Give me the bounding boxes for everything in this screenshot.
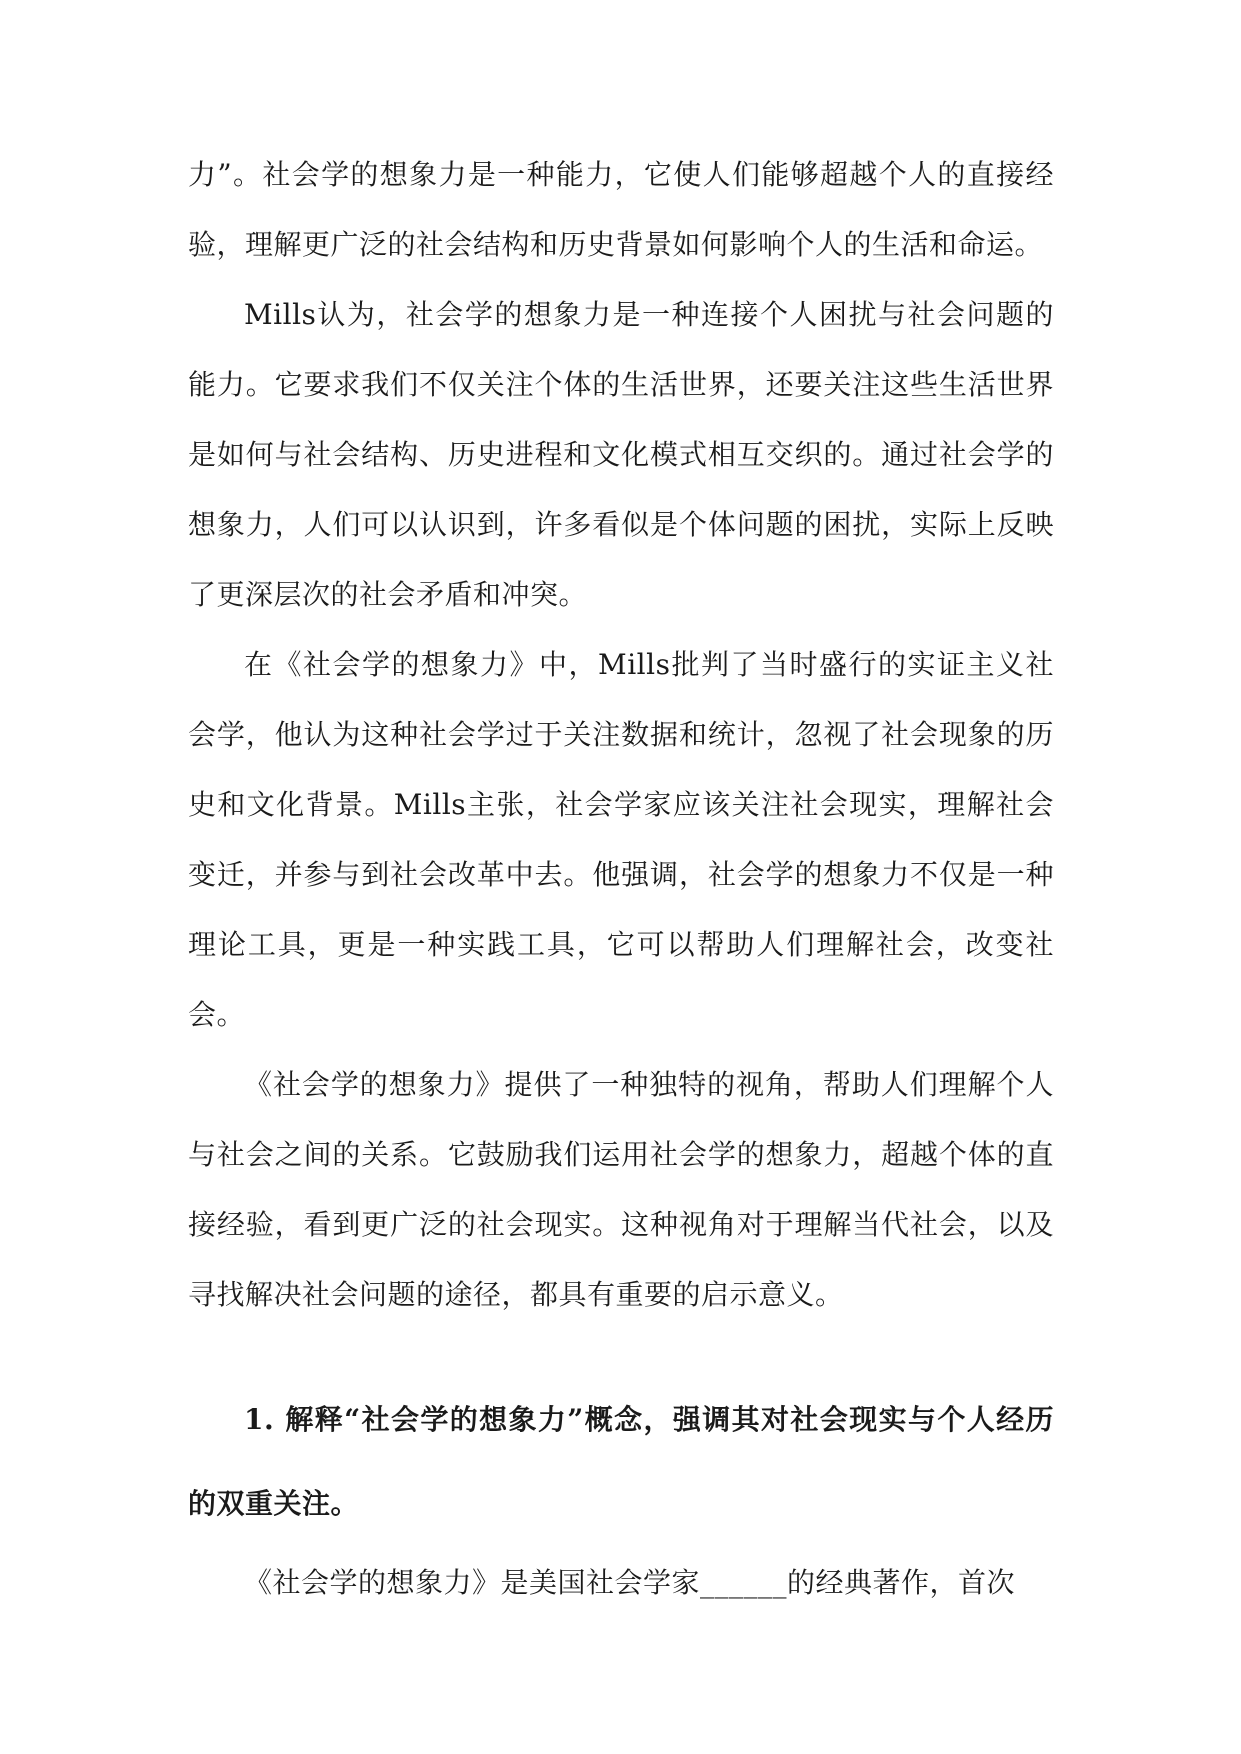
paragraph-conclusion: 《社会学的想象力》提供了一种独特的视角，帮助人们理解个人与社会之间的关系。它鼓励我们运用社会学的想象力，超越个体的直接经验，看到更广泛的社会现实。这种视角对于理解当代社会，以及寻找解决社会问题的途径，都具有重要的启示意义。 [188,1068,1054,1311]
document-body [188,140,1054,1330]
paragraph-mills-definition: Mills认为，社会学的想象力是一种连接个人困扰与社会问题的能力。它要求我们不仅关注个体的生活世界，还要关注这些生活世界是如何与社会结构、历史进程和文化模式相互交织的。通过社会学的想象力，人们可以认识到，许多看似是个体问题的困扰，实际上反映了更深层次的社会矛盾和冲突。 [188,298,1054,611]
paragraph-mills-critique: 在《社会学的想象力》中，Mills批判了当时盛行的实证主义社会学，他认为这种社会学过于关注数据和统计，忽视了社会现象的历史和文化背景。Mills主张，社会学家应该关注社会现实，理解社会变迁，并参与到社会改革中去。他强调，社会学的想象力不仅是一种理论工具，更是一种实践工具，它可以帮助人们理解社会，改变社会。 [188,648,1054,1031]
paragraph-continued: 力”。社会学的想象力是一种能力，它使人们能够超越个人的直接经验，理解更广泛的社会结构和历史背景如何影响个人的生活和命运。 [188,158,1054,261]
fill-in-question: 《社会学的想象力》是美国社会学家______的经典著作，首次 [244,1566,1016,1599]
section-heading: 1. 解释“社会学的想象力”概念，强调其对社会现实与个人经历的双重关注。 [188,1403,1054,1520]
